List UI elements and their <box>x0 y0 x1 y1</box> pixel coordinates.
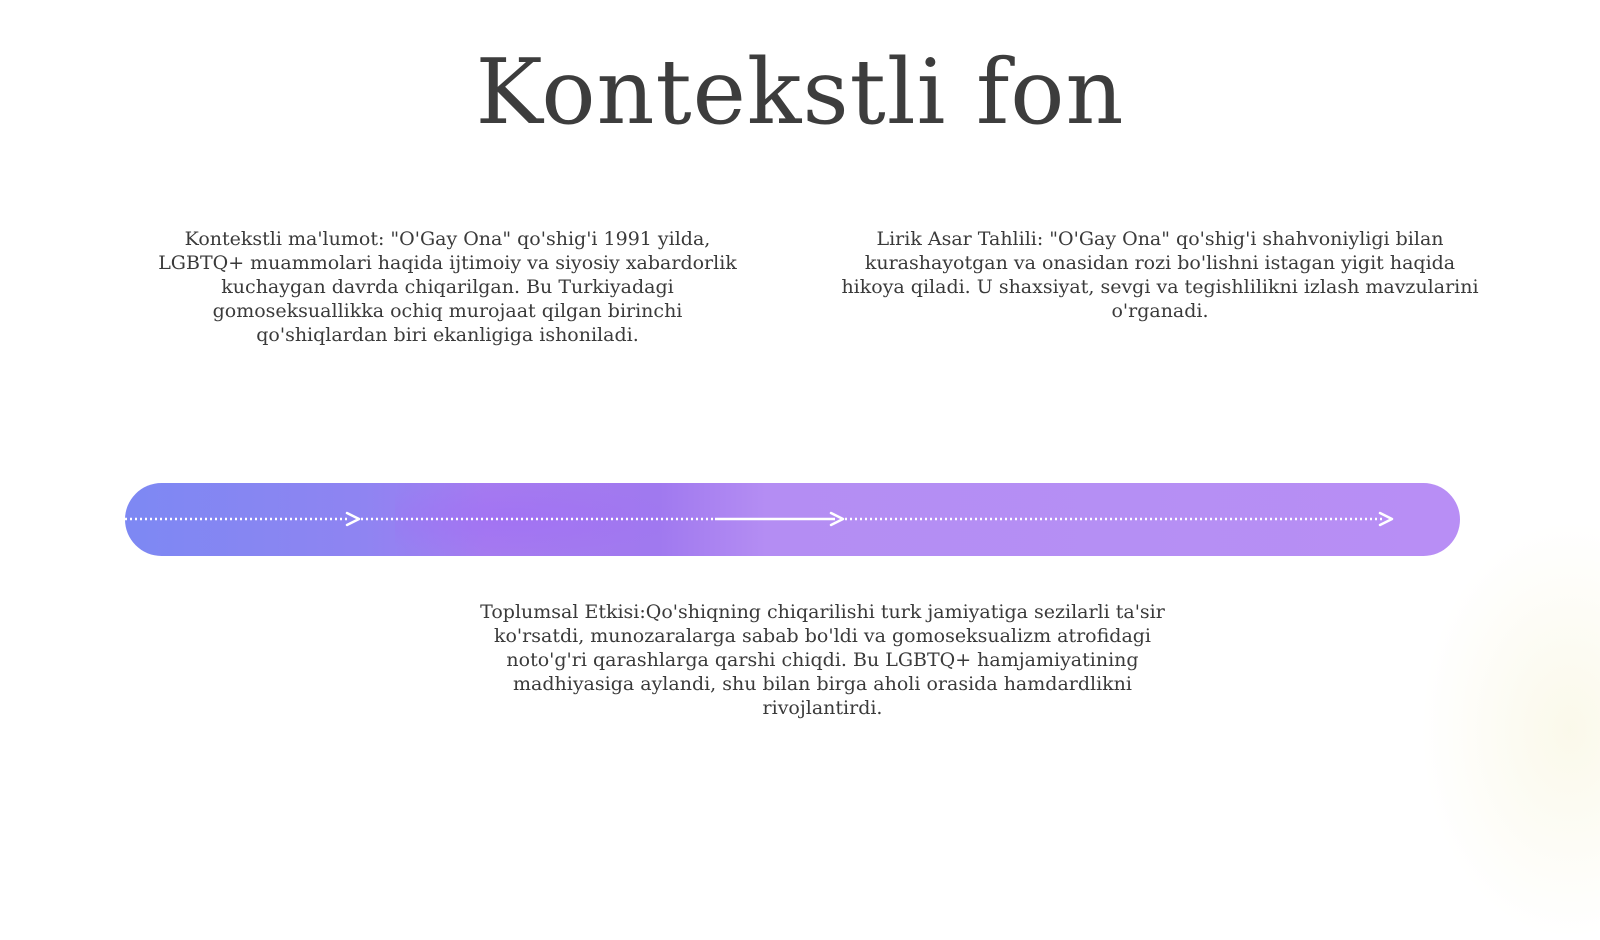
timeline-bar <box>125 483 1460 556</box>
background-glow <box>1420 520 1600 940</box>
lyric-analysis-text: Lirik Asar Tahlili: "O'Gay Ona" qo'shig'i shahvoniyligi bilan kurashayotgan va onasidan rozi bo'lishni istagan yigit haqida hikoya qiladi. U shaxsiyat, sevgi va tegishlilikni izlash mavzularini o'rganadi. <box>841 228 1479 322</box>
timeline-arrows <box>125 483 1460 556</box>
slide-title: Kontekstli fon <box>475 40 1125 145</box>
context-info-text: Kontekstli ma'lumot: "O'Gay Ona" qo'shig'i 1991 yilda, LGBTQ+ muammolari haqida ijtimoiy va siyosiy xabardorlik kuchaygan davrda chiqarilgan. Bu Turkiyadagi gomoseksuallikka ochiq murojaat qilgan birinchi qo'shiqlardan biri ekanligiga ishoniladi. <box>158 228 737 346</box>
social-impact-text: Toplumsal Etkisi:Qo'shiqning chiqarilishi turk jamiyatiga sezilarli ta'sir ko'rsatdi, munozaralarga sabab bo'ldi va gomoseksualizm atrofidagi noto'g'ri qarashlarga qarshi chiqdi. Bu LGBTQ+ hamjamiyatining madhiyasiga aylandi, shu bilan birga aholi orasida hamdardlikni rivojlantirdi. <box>480 601 1165 719</box>
arrow-right-icon <box>347 513 359 525</box>
